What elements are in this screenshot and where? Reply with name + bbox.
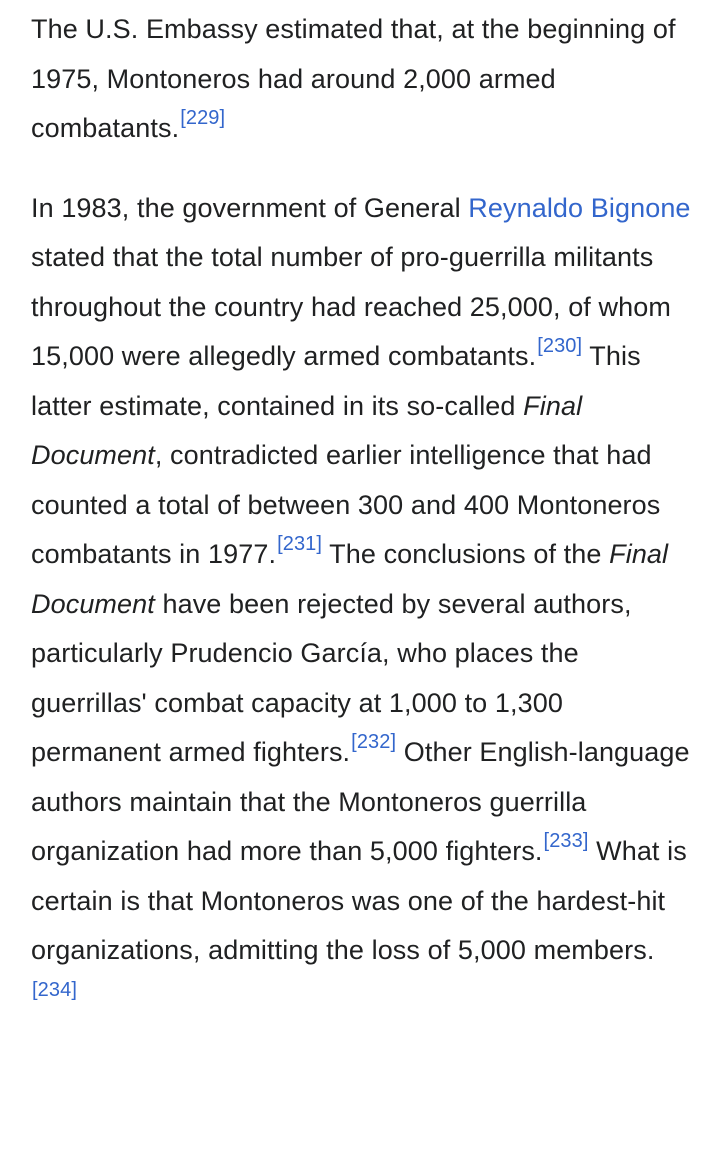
paragraph-text: What is certain is that Montoneros was one of the hardest-hit organizations, admitting the loss of 5,000 members. <box>31 836 687 965</box>
citation-link[interactable]: [231] <box>277 533 323 555</box>
citation-link[interactable]: [232] <box>351 731 397 753</box>
paragraph-text: have been rejected by several authors, particularly Prudencio García, who places the guerrillas' combat capacity at 1,000 to 1,300 permanent armed fighters. <box>31 588 632 767</box>
paragraph-embassy-estimate <box>31 5 691 154</box>
citation-233[interactable] <box>544 830 589 852</box>
citation-234[interactable] <box>32 979 77 1001</box>
italic-final-document: Final Document <box>31 539 669 619</box>
paragraph-text: Other English-language authors maintain that the Montoneros guerrilla organization had more than 5,000 fighters. <box>31 737 690 866</box>
article-body <box>31 5 691 1055</box>
citation-232[interactable] <box>351 731 396 753</box>
citation-231[interactable] <box>277 533 322 555</box>
citation-link[interactable]: [233] <box>543 830 589 852</box>
paragraph-text: This latter estimate, contained in its so-called <box>31 341 641 421</box>
paragraph-text: The U.S. Embassy estimated that, at the beginning of 1975, Montoneros had around 2,000 armed combatants. <box>31 14 676 143</box>
citation-link[interactable]: [230] <box>537 335 583 357</box>
paragraph-text: In 1983, the government of General <box>31 192 469 223</box>
citation-230[interactable] <box>537 335 582 357</box>
paragraph-final-document <box>31 184 691 1026</box>
italic-final-document: Final Document <box>31 390 583 470</box>
paragraph-text: stated that the total number of pro-guerrilla militants throughout the country had reached 25,000, of whom 15,000 were allegedly armed combatants. <box>31 242 671 371</box>
paragraph-text: , contradicted earlier intelligence that had counted a total of between 300 and 400 Montoneros combatants in 1977. <box>31 440 661 569</box>
citation-link[interactable]: [229] <box>180 107 226 129</box>
link-reynaldo-bignone[interactable]: Reynaldo Bignone <box>468 192 691 223</box>
citation-link[interactable]: [234] <box>32 978 77 1001</box>
citation-229[interactable] <box>180 107 225 129</box>
paragraph-text: The conclusions of the <box>322 539 610 569</box>
